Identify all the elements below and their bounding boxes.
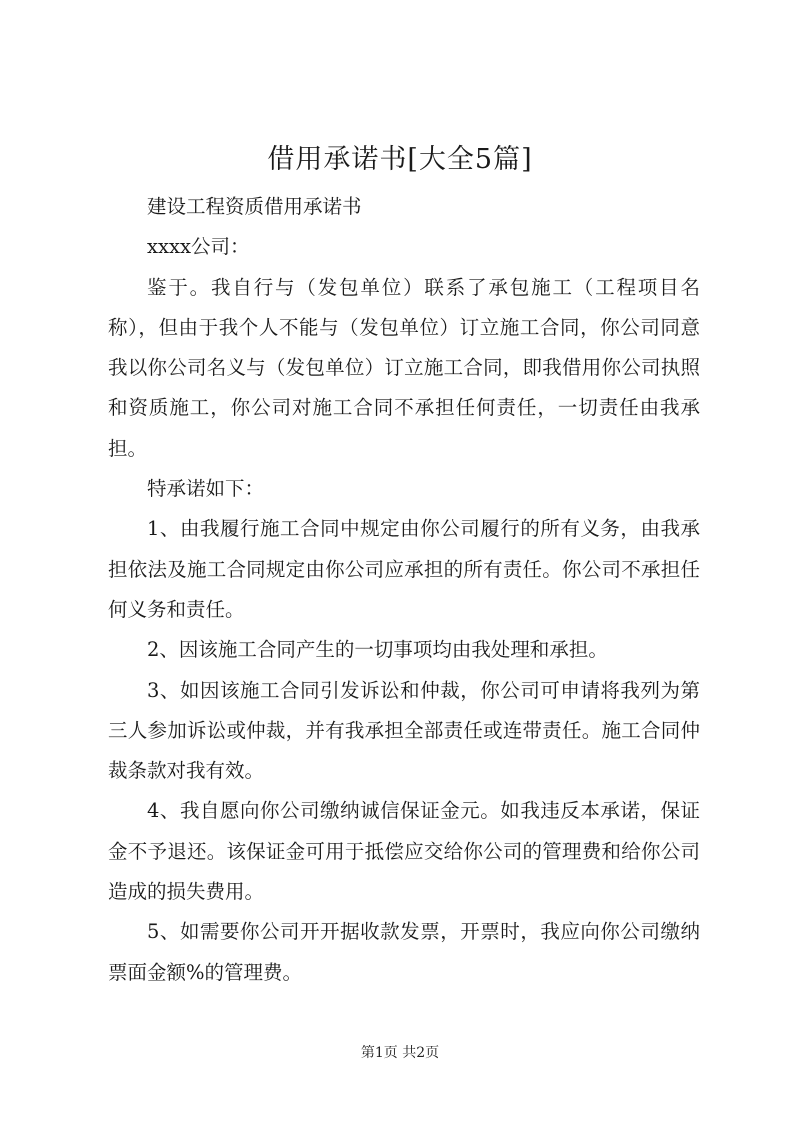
document-title: 借用承诺书[大全5篇] — [267, 144, 533, 175]
paragraph-item-1: 1、由我履行施工合同中规定由你公司履行的所有义务，由我承担依法及施工合同规定由你公司应承担的所有责任。你公司不承担任何义务和责任。 — [108, 517, 700, 621]
paragraph-item-2: 2、因该施工合同产生的一切事项均由我处理和承担。 — [147, 638, 608, 662]
paragraph-item-5: 5、如需要你公司开开据收款发票，开票时，我应向你公司缴纳票面金额%的管理费。 — [108, 920, 700, 984]
paragraph-commitment-intro: 特承诺如下： — [147, 477, 265, 501]
page-number-footer: 第1页 共2页 — [360, 1045, 440, 1061]
paragraph-item-4: 4、我自愿向你公司缴纳诚信保证金元。如我违反本承诺，保证金不予退还。该保证金可用于抵偿应交给你公司的管理费和给你公司造成的损失费用。 — [108, 799, 700, 904]
paragraph-preamble: 鉴于。我自行与（发包单位）联系了承包施工（工程项目名称），但由于我个人不能与（发包单位）订立施工合同，你公司同意我以你公司名义与（发包单位）订立施工合同，即我借用你公司执照和资质施工，你公司对施工合同不承担任何责任，一切责任由我承担。 — [108, 275, 700, 460]
paragraph-item-3: 3、如因该施工合同引发诉讼和仲裁，你公司可申请将我列为第三人参加诉讼或仲裁，并有我承担全部责任或连带责任。施工合同仲裁条款对我有效。 — [108, 678, 700, 783]
paragraph-addressee: xxxx公司： — [147, 235, 250, 259]
paragraph-subtitle: 建设工程资质借用承诺书 — [147, 195, 362, 218]
document-body — [108, 187, 700, 993]
